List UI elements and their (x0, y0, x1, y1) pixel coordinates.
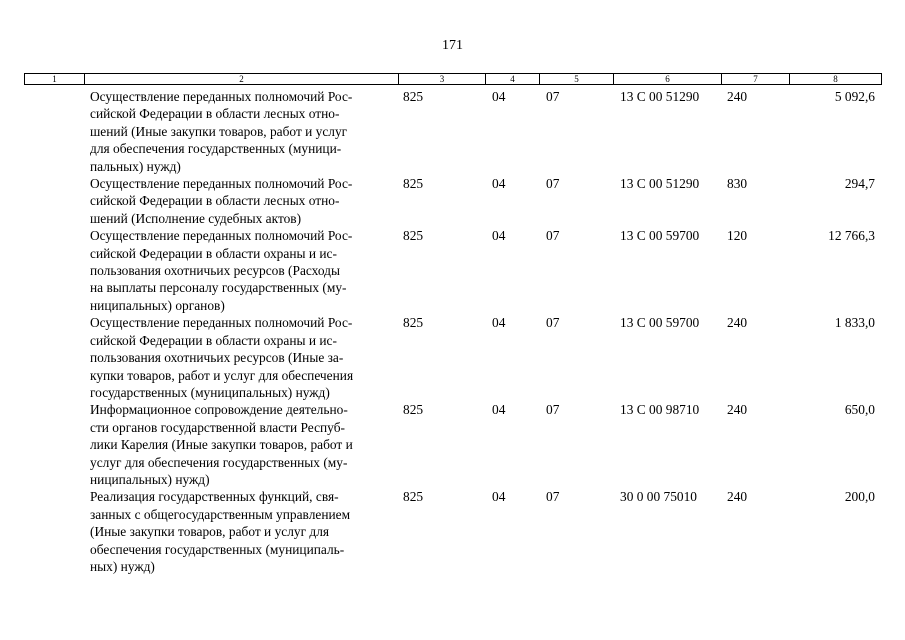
description-line: Осуществление переданных полномочий Рос- (90, 176, 353, 192)
description-line: на выплаты персоналу государственных (му- (90, 280, 347, 296)
header-col-5: 5 (540, 74, 614, 85)
description-line: шений (Исполнение судебных актов) (90, 210, 302, 226)
section-code: 04 (492, 176, 506, 192)
header-col-3: 3 (399, 74, 486, 85)
ministry-code: 825 (403, 489, 424, 505)
section-code: 04 (492, 89, 506, 104)
ministry-code: 825 (403, 228, 424, 244)
description-line: для обеспечения государственных (муници- (90, 141, 342, 157)
subsection-code: 07 (546, 402, 560, 418)
amount-value: 12 766,3 (828, 228, 875, 244)
budget-table-body (0, 88, 905, 575)
target-article-code: 30 0 00 75010 (620, 489, 697, 505)
section-code: 04 (492, 228, 506, 244)
target-article-code: 13 С 00 51290 (620, 89, 700, 104)
subsection-code: 07 (546, 489, 560, 505)
amount-value: 294,7 (844, 176, 875, 192)
page-number: 171 (442, 38, 463, 53)
description-line: шений (Иные закупки товаров, работ и услуг (90, 123, 348, 139)
header-col-8: 8 (790, 74, 882, 85)
subsection-code: 07 (546, 176, 560, 192)
ministry-code: 825 (403, 402, 424, 418)
target-article-code: 13 С 00 98710 (620, 402, 700, 418)
expense-type-code: 240 (727, 402, 748, 418)
row-description (90, 175, 390, 227)
description-line: Осуществление переданных полномочий Рос- (90, 89, 353, 104)
table-row (0, 175, 905, 227)
expense-type-code: 120 (727, 228, 748, 244)
description-line: обеспечения государственных (муниципаль- (90, 541, 345, 557)
amount-value: 200,0 (844, 489, 875, 505)
subsection-code: 07 (546, 228, 560, 244)
section-code: 04 (492, 489, 506, 505)
target-article-code: 13 С 00 59700 (620, 315, 700, 331)
amount-value: 1 833,0 (834, 315, 875, 331)
table-row (0, 314, 905, 401)
description-line: купки товаров, работ и услуг для обеспечения (90, 367, 354, 383)
amount-value: 650,0 (844, 402, 875, 418)
description-line: Осуществление переданных полномочий Рос- (90, 315, 353, 331)
description-line: ных) нужд) (90, 558, 155, 574)
expense-type-code: 830 (727, 176, 748, 192)
description-line: сийской Федерации в области охраны и ис- (90, 245, 337, 261)
description-line: пальных) нужд) (90, 158, 181, 174)
description-line: услуг для обеспечения государственных (му- (90, 454, 348, 470)
ministry-code: 825 (403, 176, 424, 192)
section-code: 04 (492, 402, 506, 418)
description-line: Реализация государственных функций, свя- (90, 489, 339, 505)
description-line: сийской Федерации в области лесных отно- (90, 106, 340, 122)
ministry-code: 825 (403, 89, 424, 104)
header-col-1: 1 (25, 74, 85, 85)
description-line: пользования охотничьих ресурсов (Расходы (90, 263, 340, 279)
expense-type-code: 240 (727, 89, 748, 104)
subsection-code: 07 (546, 89, 560, 104)
expense-type-code: 240 (727, 315, 748, 331)
description-line: ниципальных) органов) (90, 297, 225, 313)
row-description (90, 314, 390, 401)
expense-type-code: 240 (727, 489, 748, 505)
row-description (90, 401, 390, 488)
description-line: ниципальных) нужд) (90, 471, 210, 487)
subsection-code: 07 (546, 315, 560, 331)
header-col-4: 4 (486, 74, 540, 85)
description-line: (Иные закупки товаров, работ и услуг для (90, 524, 330, 540)
header-col-7: 7 (722, 74, 790, 85)
description-line: пользования охотничьих ресурсов (Иные за- (90, 350, 344, 366)
description-line: лики Карелия (Иные закупки товаров, работ и (90, 437, 353, 453)
header-col-6: 6 (614, 74, 722, 85)
description-line: государственных (муниципальных) нужд) (90, 384, 330, 400)
table-row (0, 227, 905, 314)
description-line: сти органов государственной власти Респуб- (90, 419, 345, 435)
description-line: сийской Федерации в области лесных отно- (90, 193, 340, 209)
description-line: занных с общегосударственным управлением (90, 506, 351, 522)
section-code: 04 (492, 315, 506, 331)
column-number-header (24, 73, 882, 85)
description-line: Информационное сопровождение деятельно- (90, 402, 348, 418)
target-article-code: 13 С 00 51290 (620, 176, 700, 192)
target-article-code: 13 С 00 59700 (620, 228, 700, 244)
row-description (90, 488, 390, 575)
table-row (0, 401, 905, 488)
row-description (90, 88, 390, 175)
table-row (0, 488, 905, 575)
description-line: сийской Федерации в области охраны и ис- (90, 332, 337, 348)
table-row (0, 88, 905, 175)
description-line: Осуществление переданных полномочий Рос- (90, 228, 353, 244)
ministry-code: 825 (403, 315, 424, 331)
header-col-2: 2 (85, 74, 399, 85)
row-description (90, 227, 390, 314)
amount-value: 5 092,6 (834, 89, 875, 104)
